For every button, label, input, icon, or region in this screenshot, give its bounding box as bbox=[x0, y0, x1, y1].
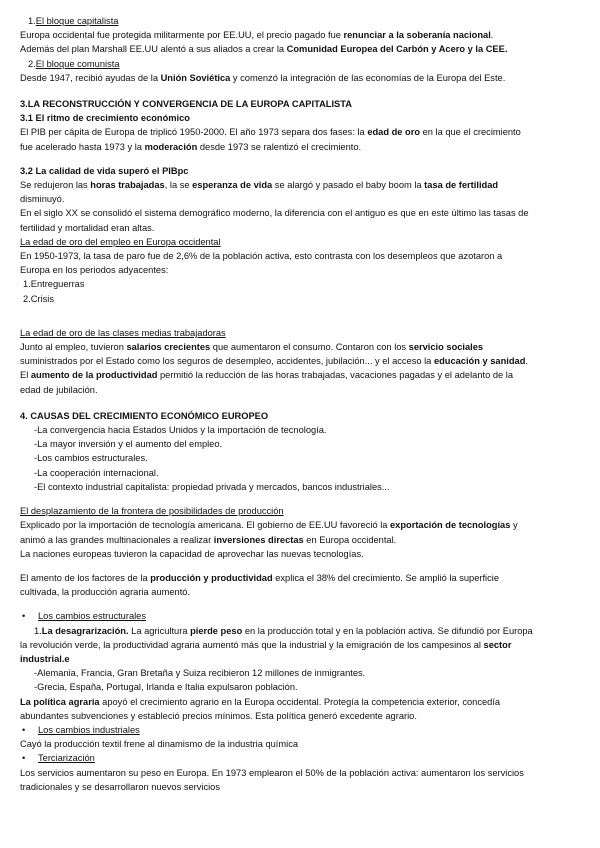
middle-class-text-4: edad de jubilación. bbox=[20, 384, 98, 395]
list-item: 1.Entreguerras bbox=[23, 279, 85, 290]
section-3-1-title: 3.1 El ritmo de crecimiento económico bbox=[20, 113, 190, 124]
frontier-text-2: animó a las grandes multinacionales a realizar inversiones directas en Europa occidental. bbox=[20, 534, 397, 545]
industrial-text: Cayó la producción textil frene al dinamismo de la industria química bbox=[20, 739, 299, 750]
structural-text-2: la revolución verde, la productividad agraria aumentó más que la industrial y la emigración de los campesinos al sector bbox=[20, 639, 512, 650]
factors-text-1: El amento de los factores de la producción y productividad explica el 38% del crecimiento. Se amplió la superficie bbox=[20, 572, 499, 583]
quality-text-2: disminuyó. bbox=[20, 194, 65, 205]
middle-class-text-1: Junto al empleo, tuvieron salarios crecientes que aumentaron el consumo. Contaron con los servicio sociales bbox=[20, 342, 484, 353]
structural-changes-heading: • Los cambios estructurales bbox=[20, 609, 585, 623]
list-item: -Los cambios estructurales. bbox=[34, 453, 148, 464]
growth-text-2: fue acelerado hasta 1973 y la moderación desde 1973 se ralentizó el crecimiento. bbox=[20, 141, 362, 152]
tertiarization-text-1: Los servicios aumentaron su peso en Europa. En 1973 emplearon el 50% de la población activa: aumentaron los servicios bbox=[20, 767, 524, 778]
capitalist-bloc-text: Europa occidental fue protegida militarmente por EE.UU, el precio pagado fue renunciar a la soberanía nacional. bbox=[20, 30, 494, 41]
employment-text-1: En 1950-1973, la tasa de paro fue de 2,6% de la población activa, esto contrasta con los desempleos que azotaron a bbox=[20, 251, 503, 262]
quality-text-1: Se redujeron las horas trabajadas, la se esperanza de vida se alargó y pasado el baby boom la tasa de fertilidad bbox=[20, 180, 499, 191]
middle-class-heading: La edad de oro de las clases medias trabajadoras bbox=[20, 327, 226, 338]
growth-text-1: El PIB per cápita de Europa de triplicó 1950-2000. El año 1973 separa dos fases: la edad de oro en la que el crecimiento bbox=[20, 127, 521, 138]
document-page bbox=[20, 14, 585, 794]
list-item: -Grecia, España, Portugal, Irlanda e Italia expulsaron población. bbox=[34, 682, 298, 693]
middle-class-text-2: suministrados por el Estado como los seguros de desempleo, accidentes, jubilación... y el acceso la educación y sanidad. bbox=[20, 356, 528, 367]
frontier-heading: El desplazamiento de la frontera de posibilidades de producción bbox=[20, 506, 284, 517]
list-item: -Alemania, Francia, Gran Bretaña y Suiza recibieron 12 millones de inmigrantes. bbox=[34, 668, 366, 679]
structural-text-3: industrial.e bbox=[20, 653, 70, 664]
quality-text-4: fertilidad y mortalidad eran altas. bbox=[20, 222, 155, 233]
list-item: -La cooperación internacional. bbox=[34, 467, 159, 478]
industrial-changes-heading: • Los cambios industriales bbox=[20, 723, 585, 737]
section-4-title: 4. CAUSAS DEL CRECIMIENTO ECONÓMICO EUROPEO bbox=[20, 410, 269, 421]
communist-bloc-text: Desde 1947, recibió ayudas de la Unión Soviética y comenzó la integración de las economías de la Europa del Este. bbox=[20, 72, 506, 83]
frontier-text-1: Explicado por la importación de tecnología americana. El gobierno de EE.UU favoreció la exportación de tecnologías y bbox=[20, 520, 518, 531]
quality-text-3: En el siglo XX se consolidó el sistema demográfico moderno, la diferencia con el antiguo es que en este último las tasas de bbox=[20, 208, 529, 219]
structural-text-1: 1.La desagrarización. La agricultura pierde peso en la producción total y en la población activa. Se difundió por Europa bbox=[34, 625, 533, 636]
capitalist-bloc-heading: 1.El bloque capitalista bbox=[28, 16, 119, 26]
employment-text-2: Europa en los periodos adyacentes: bbox=[20, 265, 169, 276]
list-item: -El contexto industrial capitalista: propiedad privada y mercados, bancos industriales... bbox=[34, 481, 390, 492]
tertiarization-text-2: tradicionales y se desarrollaron nuevos servicios bbox=[20, 781, 220, 792]
middle-class-text-3: El aumento de la productividad permitió la reducción de las horas trabajadas, vacaciones pagadas y el adelanto de la bbox=[20, 370, 513, 381]
list-item: 2.Crisis bbox=[23, 293, 54, 304]
agrarian-policy-text-2: abundantes subvenciones y estableció precios mínimos. Esta política generó excedente agrario. bbox=[20, 710, 417, 721]
list-item: -La convergencia hacia Estados Unidos y la importación de tecnología. bbox=[34, 425, 327, 436]
section-3-title: 3.LA RECONSTRUCCIÓN Y CONVERGENCIA DE LA EUROPA CAPITALISTA bbox=[20, 99, 352, 110]
tertiarization-heading: • Terciarización bbox=[20, 751, 585, 765]
communist-bloc-heading: 2.El bloque comunista bbox=[28, 58, 120, 69]
section-3-2-title: 3.2 La calidad de vida superó el PIBpc bbox=[20, 165, 189, 176]
agrarian-policy-text-1: La política agraria apoyó el crecimiento agrario en la Europa occidental. Protegía la competencia exterior, concedía bbox=[20, 696, 501, 707]
frontier-text-3: La naciones europeas tuvieron la capacidad de aprovechar las nuevas tecnologías. bbox=[20, 548, 364, 559]
capitalist-bloc-text-2: Además del plan Marshall EE.UU alentó a sus aliados a crear la Comunidad Europea del Carbón y Acero y la CEE. bbox=[20, 44, 508, 55]
employment-heading: La edad de oro del empleo en Europa occidental bbox=[20, 236, 221, 247]
list-item: -La mayor inversión y el aumento del empleo. bbox=[34, 439, 223, 450]
factors-text-2: cultivada, la producción agraria aumentó. bbox=[20, 587, 191, 598]
